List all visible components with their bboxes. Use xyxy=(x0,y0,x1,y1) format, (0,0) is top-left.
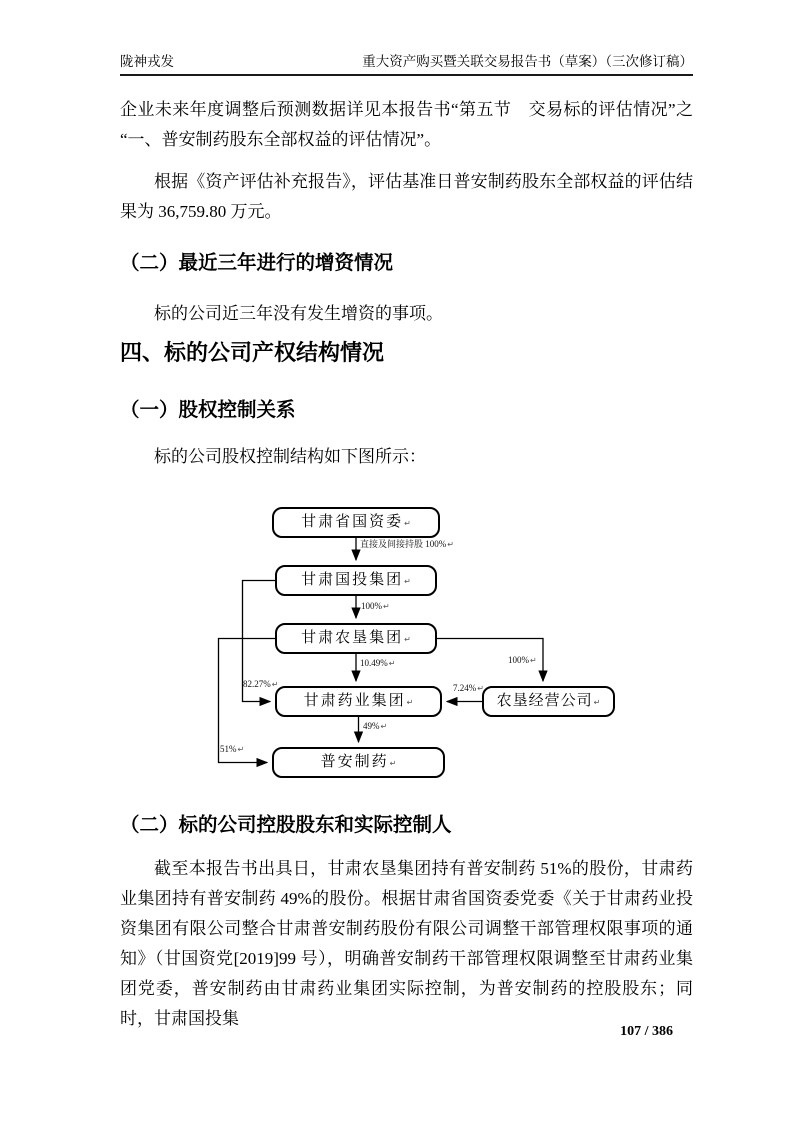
return-mark: ↵ xyxy=(593,698,601,707)
return-mark: ↵ xyxy=(389,759,397,768)
return-mark: ↵ xyxy=(237,745,245,754)
header-report-title: 重大资产购买暨关联交易报告书（草案）（三次修订稿） xyxy=(362,54,693,69)
page-number: 107 / 386 xyxy=(620,1024,673,1039)
edge-label-guotou-to-nongken: 100%↵ xyxy=(361,601,390,611)
node-gansu-nongken: 甘肃农垦集团↵ xyxy=(275,623,437,654)
header-short-title: 陇神戎发 xyxy=(120,54,174,69)
return-mark: ↵ xyxy=(477,684,484,693)
return-mark: ↵ xyxy=(404,635,411,644)
para-forecast-reference: 企业未来年度调整后预测数据详见本报告书“第五节 交易标的评估情况”之“一、普安制药股东全部权益的评估情况”。 xyxy=(120,100,693,149)
return-mark: ↵ xyxy=(447,540,454,549)
edge-label-nongken-to-operating: 100%↵ xyxy=(508,655,537,665)
heading-controlling-shareholder: （二）标的公司控股股东和实际控制人 xyxy=(120,814,452,836)
return-mark: ↵ xyxy=(271,680,279,689)
return-mark: ↵ xyxy=(388,659,396,668)
para-diagram-intro: 标的公司股权控制结构如下图所示： xyxy=(154,447,426,466)
equity-structure-diagram xyxy=(120,498,693,798)
return-mark: ↵ xyxy=(406,698,414,707)
node-nongken-operating: 农垦经营公司↵ xyxy=(482,686,615,717)
node-puan-pharma: 普安制药↵ xyxy=(272,747,445,778)
para-controlling-shareholder: 截至本报告书出具日，甘肃农垦集团持有普安制药 51%的股份，甘肃药业集团持有普安制药 49%的股份。根据甘肃省国资委党委《关于甘肃药业投资集团有限公司整合甘肃普安制药股份有限公司调整干部管理权限事项的通知》（甘国资党[2019]99 号），明确普安制药干部管理权限调整至甘肃药业集团党委，普安制药由甘肃药业集团实际控制，为普安制药的控股股东；同时，甘肃国投集 xyxy=(120,859,693,1028)
return-mark: ↵ xyxy=(383,602,390,611)
return-mark: ↵ xyxy=(380,722,388,731)
node-gansu-pharma: 甘肃药业集团↵ xyxy=(275,686,442,717)
edge-label-nongken-to-puan: 51%↵ xyxy=(220,744,245,754)
edge-label-pharma-to-puan: 49%↵ xyxy=(363,721,388,731)
para-no-capital-increase: 标的公司近三年没有发生增资的事项。 xyxy=(154,304,443,323)
return-mark: ↵ xyxy=(530,656,537,665)
page-footer xyxy=(620,1024,673,1040)
return-mark: ↵ xyxy=(404,577,411,586)
edge-label-operating-to-pharma: 7.24%↵ xyxy=(453,683,484,693)
para-valuation-result: 根据《资产评估补充报告》，评估基准日普安制药股东全部权益的评估结果为 36,759.80 万元。 xyxy=(120,172,693,221)
page-header xyxy=(120,0,693,76)
edge-label-nongken-to-pharma: 10.49%↵ xyxy=(360,658,396,668)
edge-label-sasac-to-guotou: 直接及间接持股 100%↵ xyxy=(360,539,454,549)
heading-capital-increase: （二）最近三年进行的增资情况 xyxy=(120,252,394,274)
return-mark: ↵ xyxy=(404,519,411,528)
edge-label-guotou-to-pharma: 82.27%↵ xyxy=(243,679,279,689)
heading-section-four: 四、标的公司产权结构情况 xyxy=(120,340,385,365)
heading-equity-control: （一）股权控制关系 xyxy=(120,399,296,421)
node-gansu-sasac: 甘肃省国资委↵ xyxy=(272,507,440,538)
node-gansu-guotou: 甘肃国投集团↵ xyxy=(275,565,437,596)
